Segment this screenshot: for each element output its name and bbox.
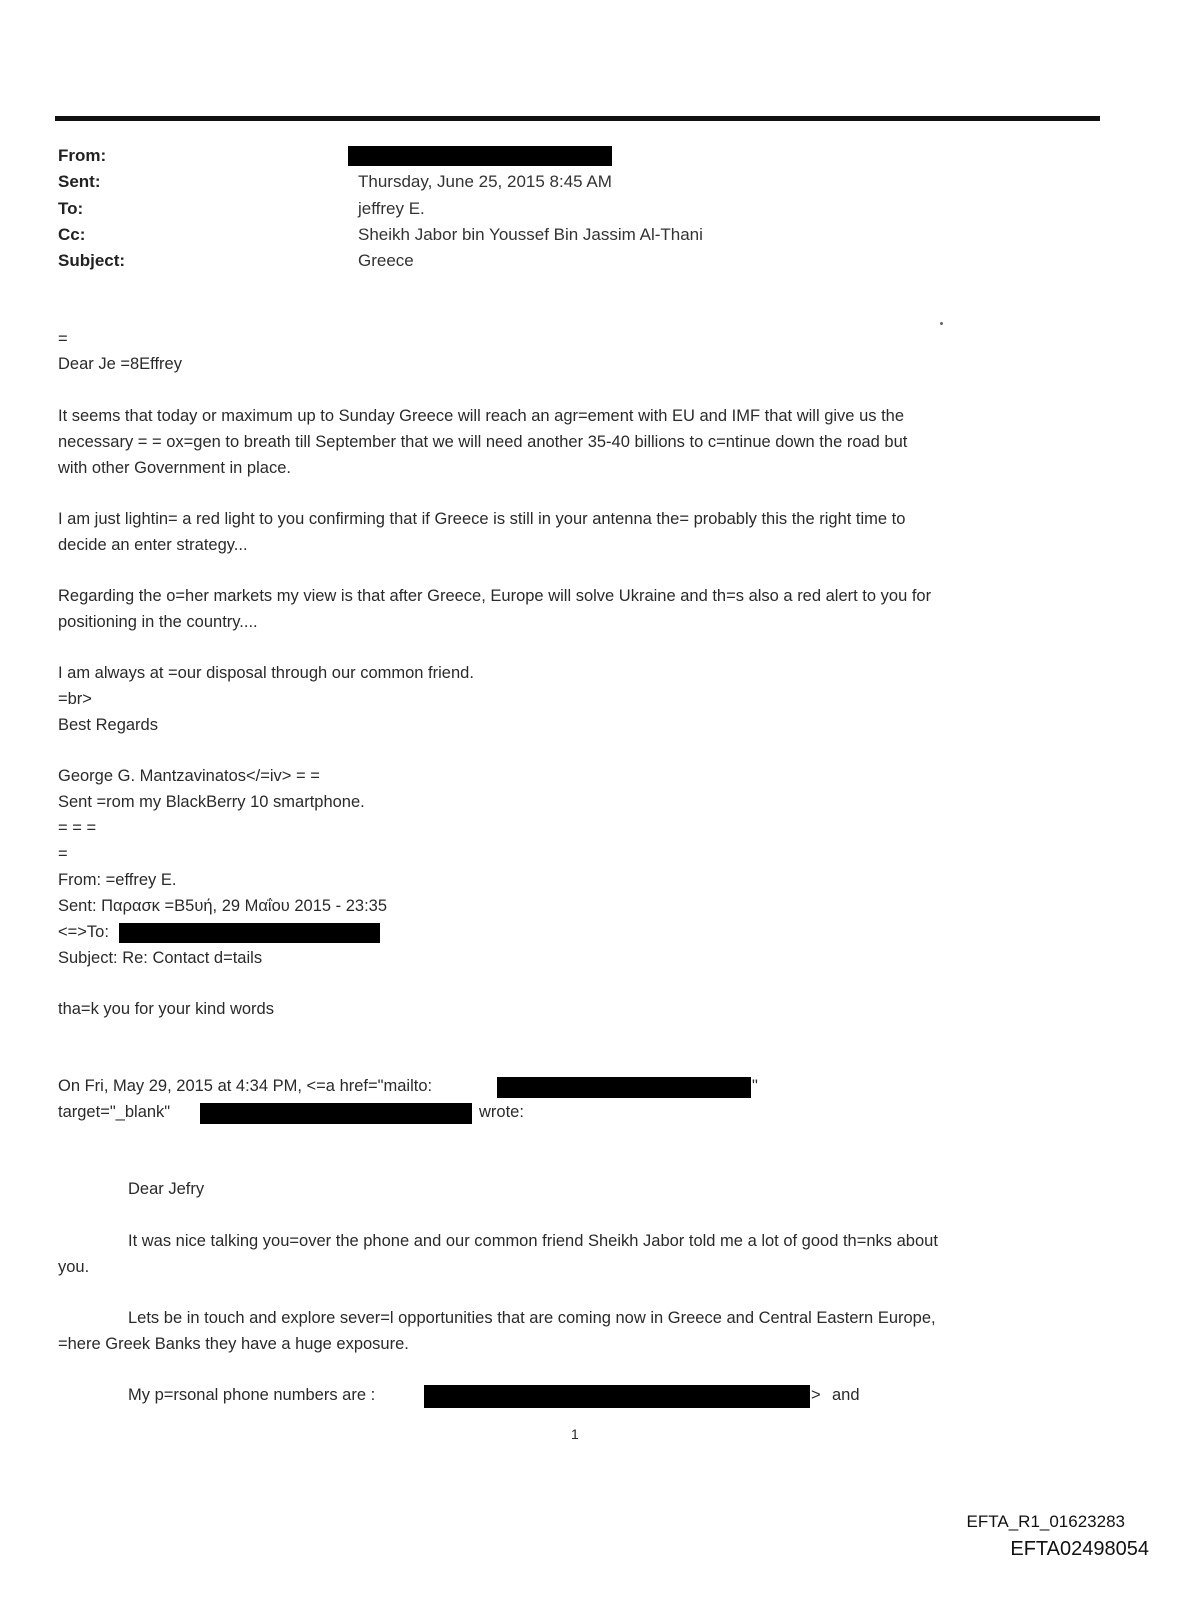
attribution-line: target="_blank" <box>58 1103 171 1121</box>
cc-value: Sheikh Jabor bin Youssef Bin Jassim Al-Thani <box>358 225 703 244</box>
attribution-wrote: wrote: <box>479 1103 524 1121</box>
paragraph-line: positioning in the country.... <box>58 613 258 631</box>
paragraph-line: I am just lightin= a red light to you confirming that if Greece is still in your antenna the= probably this the right time to <box>58 510 906 528</box>
redacted-phone <box>424 1385 810 1408</box>
redacted-recipient <box>119 923 380 943</box>
paragraph-line: It was nice talking you=over the phone and our common friend Sheikh Jabor told me a lot of good th=nks about <box>128 1232 938 1250</box>
paragraph-line: decide an enter strategy... <box>58 536 248 554</box>
sent-label: Sent: <box>58 172 101 191</box>
to-label: To: <box>58 199 84 218</box>
attribution-line: On Fri, May 29, 2015 at 4:34 PM, <=a href="mailto: <box>58 1077 433 1095</box>
quoted-from: From: =effrey E. <box>58 871 177 889</box>
subject-value: Greece <box>358 251 414 270</box>
paragraph-line: Regarding the o=her markets my view is that after Greece, Europe will solve Ukraine and th=s also a red alert to you for <box>58 587 932 605</box>
body-line: =br> <box>58 690 92 708</box>
paragraph-line: Lets be in touch and explore sever=l opportunities that are coming now in Greece and Central Eastern Europe, <box>128 1309 936 1327</box>
body-line: = <box>58 845 68 863</box>
body-line: = <box>58 330 68 348</box>
scan-speck <box>940 322 943 325</box>
quoted-to: <=>To: <box>58 923 109 941</box>
quoted-reply: tha=k you for your kind words <box>58 1000 274 1018</box>
paragraph-line: you. <box>58 1258 90 1276</box>
closing: Best Regards <box>58 716 158 734</box>
redacted-email <box>497 1077 751 1098</box>
phone-line: My p=rsonal phone numbers are : <box>128 1386 376 1404</box>
quoted-greeting: Dear Jefry <box>128 1180 205 1198</box>
paragraph-line: I am always at =our disposal through our common friend. <box>58 664 474 682</box>
header-rule <box>55 116 1100 121</box>
paragraph-line: =here Greek Banks they have a huge exposure. <box>58 1335 409 1353</box>
page-number: 1 <box>571 1426 579 1442</box>
redacted-link <box>200 1103 472 1124</box>
attribution-quote: " <box>752 1077 758 1095</box>
subject-label: Subject: <box>58 251 126 270</box>
from-label: From: <box>58 146 107 165</box>
signature-device: Sent =rom my BlackBerry 10 smartphone. <box>58 793 365 811</box>
sent-value: Thursday, June 25, 2015 8:45 AM <box>358 172 612 191</box>
quoted-subject: Subject: Re: Contact d=tails <box>58 949 263 967</box>
paragraph-line: It seems that today or maximum up to Sunday Greece will reach an agr=ement with EU and IMF that will give us the <box>58 407 905 425</box>
phone-gt: > <box>811 1386 821 1404</box>
bates-number-1: EFTA_R1_01623283 <box>966 1512 1125 1531</box>
phone-and: and <box>832 1386 860 1404</box>
greeting: Dear Je =8Effrey <box>58 355 182 373</box>
bates-number-2: EFTA02498054 <box>1010 1538 1149 1560</box>
quoted-sent: Sent: Παρασκ =Β5υή, 29 Μαΐου 2015 - 23:35 <box>58 897 388 915</box>
signature-name: George G. Mantzavinatos</=iv> = = <box>58 767 320 785</box>
body-line: = = = <box>58 819 97 837</box>
redacted-sender <box>348 146 612 166</box>
paragraph-line: necessary = = ox=gen to breath till September that we will need another 35-40 billions to c=ntinue down the road but <box>58 433 908 451</box>
cc-label: Cc: <box>58 225 86 244</box>
paragraph-line: with other Government in place. <box>58 459 291 477</box>
to-value: jeffrey E. <box>358 199 425 218</box>
